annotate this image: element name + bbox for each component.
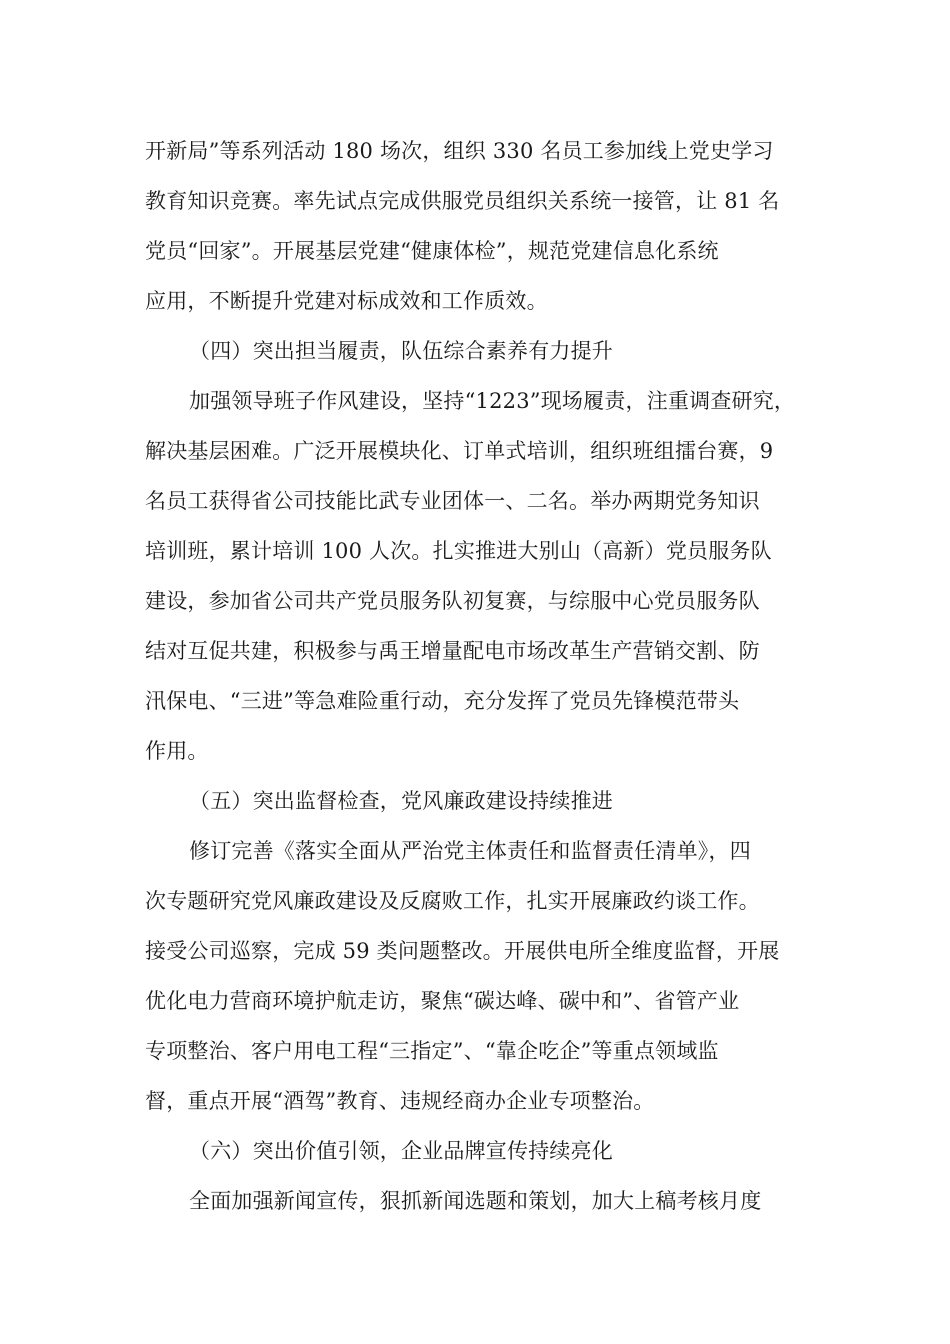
body-text-line: 结对互促共建，积极参与禹王增量配电市场改革生产营销交割、防 — [145, 639, 760, 663]
body-text-line: 接受公司巡察，完成 59 类问题整改。开展供电所全维度监督，开展 — [145, 939, 780, 963]
section-heading-5: （五）突出监督检查，党风廉政建设持续推进 — [189, 789, 613, 813]
body-text-line: 专项整治、客户用电工程“三指定”、“靠企吃企”等重点领域监 — [145, 1039, 719, 1063]
paragraph-first-line: 全面加强新闻宣传，狠抓新闻选题和策划，加大上稿考核月度 — [189, 1189, 762, 1213]
body-text-line: 解决基层困难。广泛开展模块化、订单式培训，组织班组擂台赛，9 — [145, 439, 774, 463]
body-text-line: 汛保电、“三进”等急难险重行动，充分发挥了党员先锋模范带头 — [145, 689, 740, 713]
paragraph-first-line: 修订完善《落实全面从严治党主体责任和监督责任清单》，四 — [189, 839, 751, 863]
body-text-line: 督，重点开展“酒驾”教育、违规经商办企业专项整治。 — [145, 1089, 655, 1113]
body-text-line: 培训班，累计培训 100 人次。扎实推进大别山（高新）党员服务队 — [145, 539, 772, 563]
body-text-line: 名员工获得省公司技能比武专业团体一、二名。举办两期党务知识 — [145, 489, 760, 513]
paragraph-first-line: 加强领导班子作风建设，坚持“1223”现场履责，注重调查研究， — [189, 389, 796, 413]
body-text-line: 党员“回家”。开展基层党建“健康体检”，规范党建信息化系统 — [145, 239, 719, 263]
body-text-line: 次专题研究党风廉政建设及反腐败工作，扎实开展廉政约谈工作。 — [145, 889, 760, 913]
body-text-line: 应用，不断提升党建对标成效和工作质效。 — [145, 289, 548, 313]
body-text-line: 教育知识竞赛。率先试点完成供服党员组织关系统一接管，让 81 名 — [145, 189, 780, 213]
body-text-line: 作用。 — [145, 739, 209, 763]
section-heading-4: （四）突出担当履责，队伍综合素养有力提升 — [189, 339, 613, 363]
body-text-line: 开新局”等系列活动 180 场次，组织 330 名员工参加线上党史学习 — [145, 139, 774, 163]
section-heading-6: （六）突出价值引领，企业品牌宣传持续亮化 — [189, 1139, 613, 1163]
body-text-line: 建设，参加省公司共产党员服务队初复赛，与综服中心党员服务队 — [145, 589, 760, 613]
body-text-line: 优化电力营商环境护航走访，聚焦“碳达峰、碳中和”、省管产业 — [145, 989, 740, 1013]
